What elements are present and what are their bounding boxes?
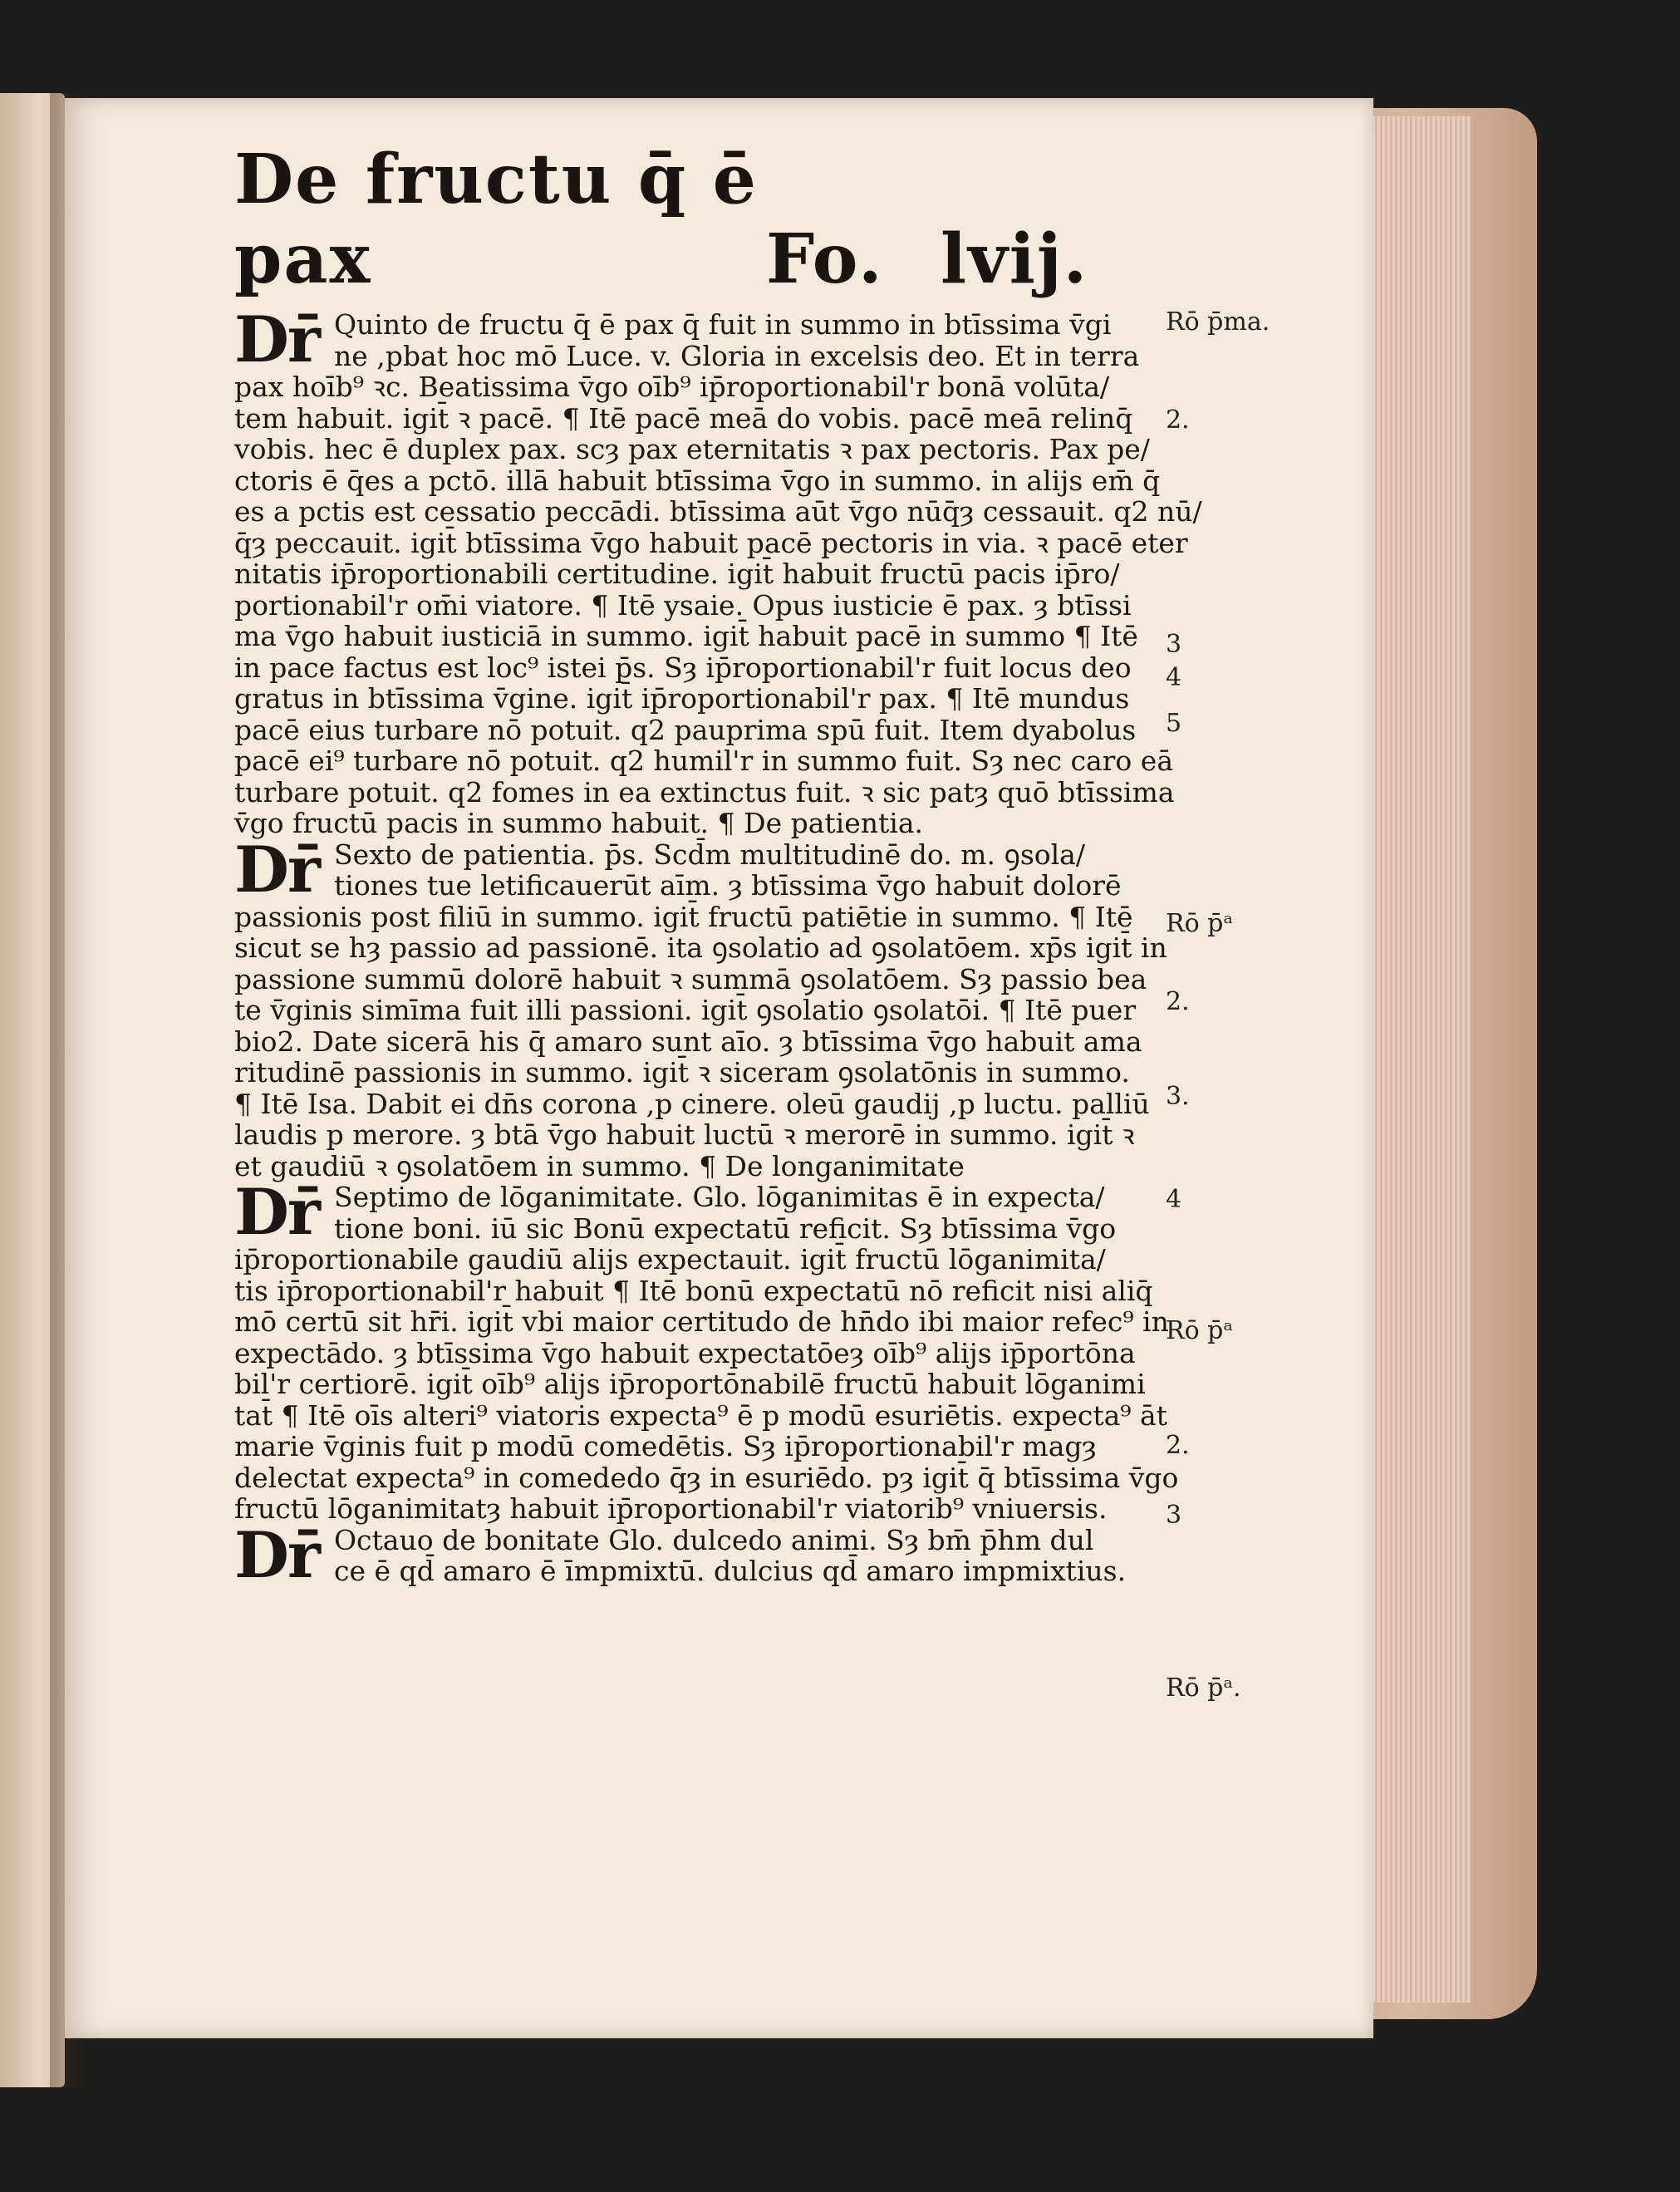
margin-note: 2. <box>1166 405 1190 435</box>
text-line: vobis. hec ē duplex pax. scȝ pax eternitatis ꝛ pax pectoris. Pax pe/ <box>234 433 1150 465</box>
text-line: Quinto de fructu q̄ ē pax q̄ fuit in summo in btīssima v̄gi <box>334 308 1112 341</box>
margin-note: 2. <box>1166 1431 1190 1460</box>
text-line: in pace factus est loc⁹ istei p̄s. Sȝ ip̄roportionabil'r fuit locus deo <box>234 651 1132 684</box>
margin-note: 3. <box>1166 1082 1190 1111</box>
section-opening <box>234 302 1140 376</box>
text-line: delectat expecta⁹ in comededo q̄ȝ in esuriēdo. pȝ igit̄ q̄ btīssima v̄go <box>234 1461 1179 1494</box>
margin-note: 3 <box>1166 1501 1182 1530</box>
margin-note: 2. <box>1166 987 1190 1016</box>
text-line: ritudinē passionis in summo. igit̄ ꝛ siceram ꝯsolatōnis in summo. <box>234 1056 1130 1089</box>
drop-initial: Dr̄ <box>234 302 319 376</box>
text-line: tem habuit. igit̄ ꝛ pacē. ¶ Itē pacē meā do vobis. pacē meā relinq̄ <box>234 401 1133 435</box>
text-line: ¶ Itē Isa. Dabit ei dn̄s corona ,p cinere. oleū gaudij ,p luctu. palliū <box>234 1087 1150 1120</box>
text-line: nitatis ip̄roportionabili certitudine. igit̄ habuit fructū pacis ip̄ro/ <box>234 558 1120 590</box>
section-bonitate <box>234 1517 1127 1592</box>
text-line: te v̄ginis simīma fuit illi passioni. igit̄ ꝯsolatio ꝯsolatōi. ¶ Itē puer <box>234 994 1137 1026</box>
margin-note: Rō p̄ᵃ. <box>1166 1673 1241 1703</box>
text-line: Sexto de patientia. p̄s. Scd̄m multitudinē do. m. ꝯsola/ <box>334 838 1085 871</box>
text-line: tione boni. iū sic Bonū expectatū reficit. Sȝ btīssima v̄go <box>334 1211 1117 1245</box>
text-line: ce ē qd̄ amaro ē īmpmixtū. dulcius qd̄ amaro impmixtius. <box>334 1555 1127 1587</box>
drop-initial: Dr̄ <box>234 832 319 907</box>
margin-note: Rō p̄ᵃ <box>1166 1316 1233 1345</box>
text-line: ctoris ē q̄es a pctō. illā habuit btīssima v̄go in summo. in alijs em̄ q̄ <box>234 464 1161 497</box>
text-line: expectādo. ȝ btīssima v̄go habuit expectatōeȝ oīb⁹ alijs ip̄portōna <box>234 1336 1136 1369</box>
section-patientia <box>234 832 1167 1182</box>
running-header <box>234 140 1140 299</box>
text-line: v̄go fructū pacis in summo habuit. ¶ De patientia. <box>234 807 923 839</box>
text-line: tat̄ ¶ Itē oīs alteri⁹ viatoris expecta⁹ ē p modū esuriētis. expecta⁹ āt <box>234 1398 1167 1432</box>
section-longanimitate <box>234 1175 1179 1525</box>
text-line: bil'r certiorē. igit̄ oīb⁹ alijs ip̄roportōnabilē fructū habuit lōganimi <box>234 1368 1146 1400</box>
text-line: sicut se hȝ passio ad passionē. ita ꝯsolatio ad ꝯsolatōem. xp̄s igit̄ in <box>234 931 1167 964</box>
text-line: portionabil'r om̄i viatore. ¶ Itē ysaie. Opus iusticie ē pax. ȝ btīssi <box>234 588 1132 622</box>
drop-initial: Dr̄ <box>234 1175 319 1249</box>
margin-note: 4 <box>1166 1185 1182 1214</box>
folio-label: Fo. <box>766 219 884 299</box>
text-line: ma v̄go habuit iusticiā in summo. igit̄ habuit pacē in summo ¶ Itē <box>234 620 1138 652</box>
text-line: Septimo de lōganimitate. Glo. lōganimitas ē in expecta/ <box>334 1181 1105 1213</box>
text-line: mō certū sit hr̄i. igit̄ vbi maior certitudo de hn̄do ibi maior refec⁹ in <box>234 1305 1169 1338</box>
section-opening <box>234 1517 1127 1592</box>
text-line: bio2. Date sicerā his q̄ amaro sunt aīo. ȝ btīssima v̄go habuit ama <box>234 1025 1142 1058</box>
text-line: Octauo de bonitate Glo. dulcedo animi. Sȝ bm̄ p̄hm dul <box>334 1523 1094 1556</box>
section-opening <box>234 832 1122 907</box>
margin-note: 4 <box>1166 663 1182 692</box>
margin-notes <box>1166 98 1365 2038</box>
header-title: De fructu q̄ ē pax <box>234 140 758 299</box>
text-line: gratus in btīssima v̄gine. igit̄ ip̄roportionabil'r pax. ¶ Itē mundus <box>234 682 1130 715</box>
text-line: ip̄roportionabile gaudiū alijs expectauit. igit̄ fructū lōganimita/ <box>234 1243 1106 1275</box>
text-line: marie v̄ginis fuit p modū comedētis. Sȝ ip̄roportionabil'r magȝ <box>234 1430 1097 1462</box>
section-opening <box>234 1175 1117 1249</box>
margin-note: Rō p̄ma. <box>1166 307 1270 337</box>
margin-note: 5 <box>1166 709 1182 738</box>
text-line: es a pctis est cessatio peccādi. btīssima aūt v̄go nūq̄ȝ cessauit. q2 nū/ <box>234 495 1202 528</box>
text-line: passionis post filiū in summo. igit̄ fructū patiētie in summo. ¶ Itē <box>234 900 1133 933</box>
text-line: ne ,pbat hoc mō Luce. v. Gloria in excelsis deo. Et in terra <box>334 339 1140 372</box>
text-line: passione summū dolorē habuit ꝛ summā ꝯsolatōem. Sȝ passio bea <box>234 962 1147 995</box>
margin-note: Rō p̄ᵃ <box>1166 909 1233 938</box>
drop-initial: Dr̄ <box>234 1517 319 1592</box>
text-line: laudis p merore. ȝ btā v̄go habuit luctū ꝛ merorē in summo. igit̄ ꝛ <box>234 1118 1135 1151</box>
section-fifth-fruit <box>234 302 1202 839</box>
margin-note: 3 <box>1166 630 1182 659</box>
text-line: pacē ei⁹ turbare nō potuit. q2 humil'r in summo fuit. Sȝ nec caro eā <box>234 745 1173 777</box>
text-line: et gaudiū ꝛ ꝯsolatōem in summo. ¶ De longanimitate <box>234 1149 965 1182</box>
text-line: pax hoīb⁹ ꝛc. Beatissima v̄go oīb⁹ ip̄roportionabil'r bonā volūta/ <box>234 371 1110 403</box>
text-line: q̄ȝ peccauit. igit̄ btīssima v̄go habuit pacē pectoris in via. ꝛ pacē eter <box>234 526 1188 559</box>
folio-number: lvij. <box>941 219 1089 299</box>
page-edges <box>1363 116 1471 2003</box>
text-line: pacē eius turbare nō potuit. q2 pauprima spū fuit. Item dyabolus <box>234 713 1137 746</box>
text-line: turbare potuit. q2 fomes in ea extinctus fuit. ꝛ sic patȝ quō btīssima <box>234 775 1175 808</box>
text-line: fructū lōganimitatȝ habuit ip̄roportionabil'r viatorib⁹ vniuersis. <box>234 1492 1108 1525</box>
text-line: tis ip̄roportionabil'r habuit ¶ Itē bonū expectatū nō reficit nisi aliq̄ <box>234 1274 1153 1307</box>
text-line: tiones tue letificauerūt aīm. ȝ btīssima v̄go habuit dolorē <box>334 869 1122 902</box>
